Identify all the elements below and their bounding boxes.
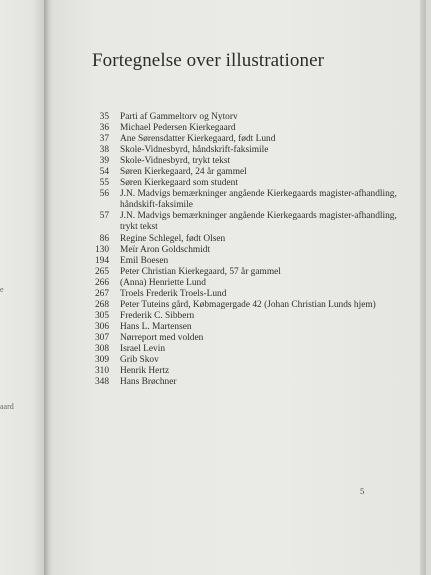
list-item-page-number: 306 [94, 321, 109, 332]
list-item-caption: Søren Kierkegaard, 24 år gammel [120, 167, 247, 178]
list-item-page-number: 265 [94, 266, 109, 277]
list-item [84, 112, 416, 123]
list-item-caption: Søren Kierkegaard som student [120, 178, 238, 189]
list-item [84, 145, 416, 156]
list-item [84, 234, 416, 245]
list-item-page-number: 194 [94, 255, 109, 266]
list-item-caption: Nørreport med volden [120, 332, 204, 343]
list-item-page-number: 267 [94, 288, 109, 299]
list-item-caption: Ane Sørensdatter Kierkegaard, født Lund [120, 134, 276, 145]
list-item-caption: Israel Levin [120, 343, 166, 354]
list-item-page-number: 54 [99, 167, 109, 178]
list-item [84, 189, 416, 211]
list-item [84, 256, 416, 267]
list-item-page-number: 86 [99, 233, 109, 244]
list-item [84, 245, 416, 256]
list-item [84, 123, 416, 134]
list-item-caption: Skole-Vidnesbyrd, håndskrift-faksimile [120, 145, 269, 156]
page-edge [420, 0, 426, 575]
list-item-caption: Regine Schlegel, født Olsen [120, 233, 226, 244]
list-item-page-number: 57 [99, 211, 109, 222]
list-item [84, 377, 416, 388]
left-page [0, 0, 46, 575]
list-item-page-number: 56 [99, 189, 109, 200]
list-item-page-number: 305 [94, 310, 109, 321]
list-item [84, 311, 416, 322]
list-item-page-number: 310 [94, 366, 109, 377]
list-item-page-number: 36 [99, 123, 109, 134]
list-item-page-number: 55 [99, 178, 109, 189]
list-item-page-number: 35 [99, 112, 109, 122]
list-item-caption: J.N. Madvigs bemærkninger angående Kierkegaards magister-afhandling, håndskift-faksimile [120, 189, 397, 211]
list-item-caption: Skole-Vidnesbyrd, trykt tekst [120, 156, 231, 167]
list-item [84, 211, 416, 233]
list-item [84, 344, 416, 355]
list-item-page-number: 308 [94, 343, 109, 354]
list-item-caption: Troels Frederik Troels-Lund [120, 288, 227, 299]
list-item-caption: Henrik Hertz [120, 366, 170, 377]
list-item-caption: Emil Boesen [120, 255, 169, 266]
list-item [84, 156, 416, 167]
list-item-page-number: 37 [99, 134, 109, 145]
list-item-caption: J.N. Madvigs bemærkninger angående Kierkegaards magister-afhandling, trykt tekst [120, 211, 397, 233]
list-item-caption: Meïr Aron Goldschmidt [120, 244, 211, 255]
list-item-page-number: 266 [94, 277, 109, 288]
list-item [84, 300, 416, 311]
list-item-page-number: 38 [99, 145, 109, 156]
left-page-text-fragment: e [0, 285, 4, 294]
list-item [84, 366, 416, 377]
list-item-caption: Parti af Gammeltorv og Nytorv [120, 112, 238, 122]
list-item-page-number: 309 [94, 355, 109, 366]
list-item-caption: (Anna) Henriette Lund [120, 277, 206, 288]
list-item-caption: Peter Tuteins gård, Købmagergade 42 (Johan Christian Lunds hjem) [120, 299, 376, 310]
list-item [84, 267, 416, 278]
list-item [84, 333, 416, 344]
list-item [84, 289, 416, 300]
page-title: Fortegnelse over illustrationer [92, 50, 325, 71]
list-item-page-number: 39 [99, 156, 109, 167]
list-item-caption: Michael Pedersen Kierkegaard [120, 123, 236, 134]
list-item-page-number: 268 [94, 299, 109, 310]
page-number: 5 [360, 486, 365, 496]
list-item [84, 355, 416, 366]
list-item-caption: Frederik C. Sibbern [120, 310, 195, 321]
list-item [84, 178, 416, 189]
left-page-text-fragment: aard [0, 402, 14, 411]
list-item-caption: Hans Brøchner [120, 377, 177, 388]
illustration-list [84, 112, 416, 388]
list-item [84, 322, 416, 333]
list-item [84, 134, 416, 145]
list-item-page-number: 348 [94, 377, 109, 388]
list-item-caption: Peter Christian Kierkegaard, 57 år gammel [120, 266, 281, 277]
list-item-caption: Hans L. Martensen [120, 321, 192, 332]
list-item-page-number: 307 [94, 332, 109, 343]
list-item-page-number: 130 [94, 244, 109, 255]
list-item [84, 167, 416, 178]
list-item-caption: Grib Skov [120, 355, 159, 366]
list-item [84, 278, 416, 289]
